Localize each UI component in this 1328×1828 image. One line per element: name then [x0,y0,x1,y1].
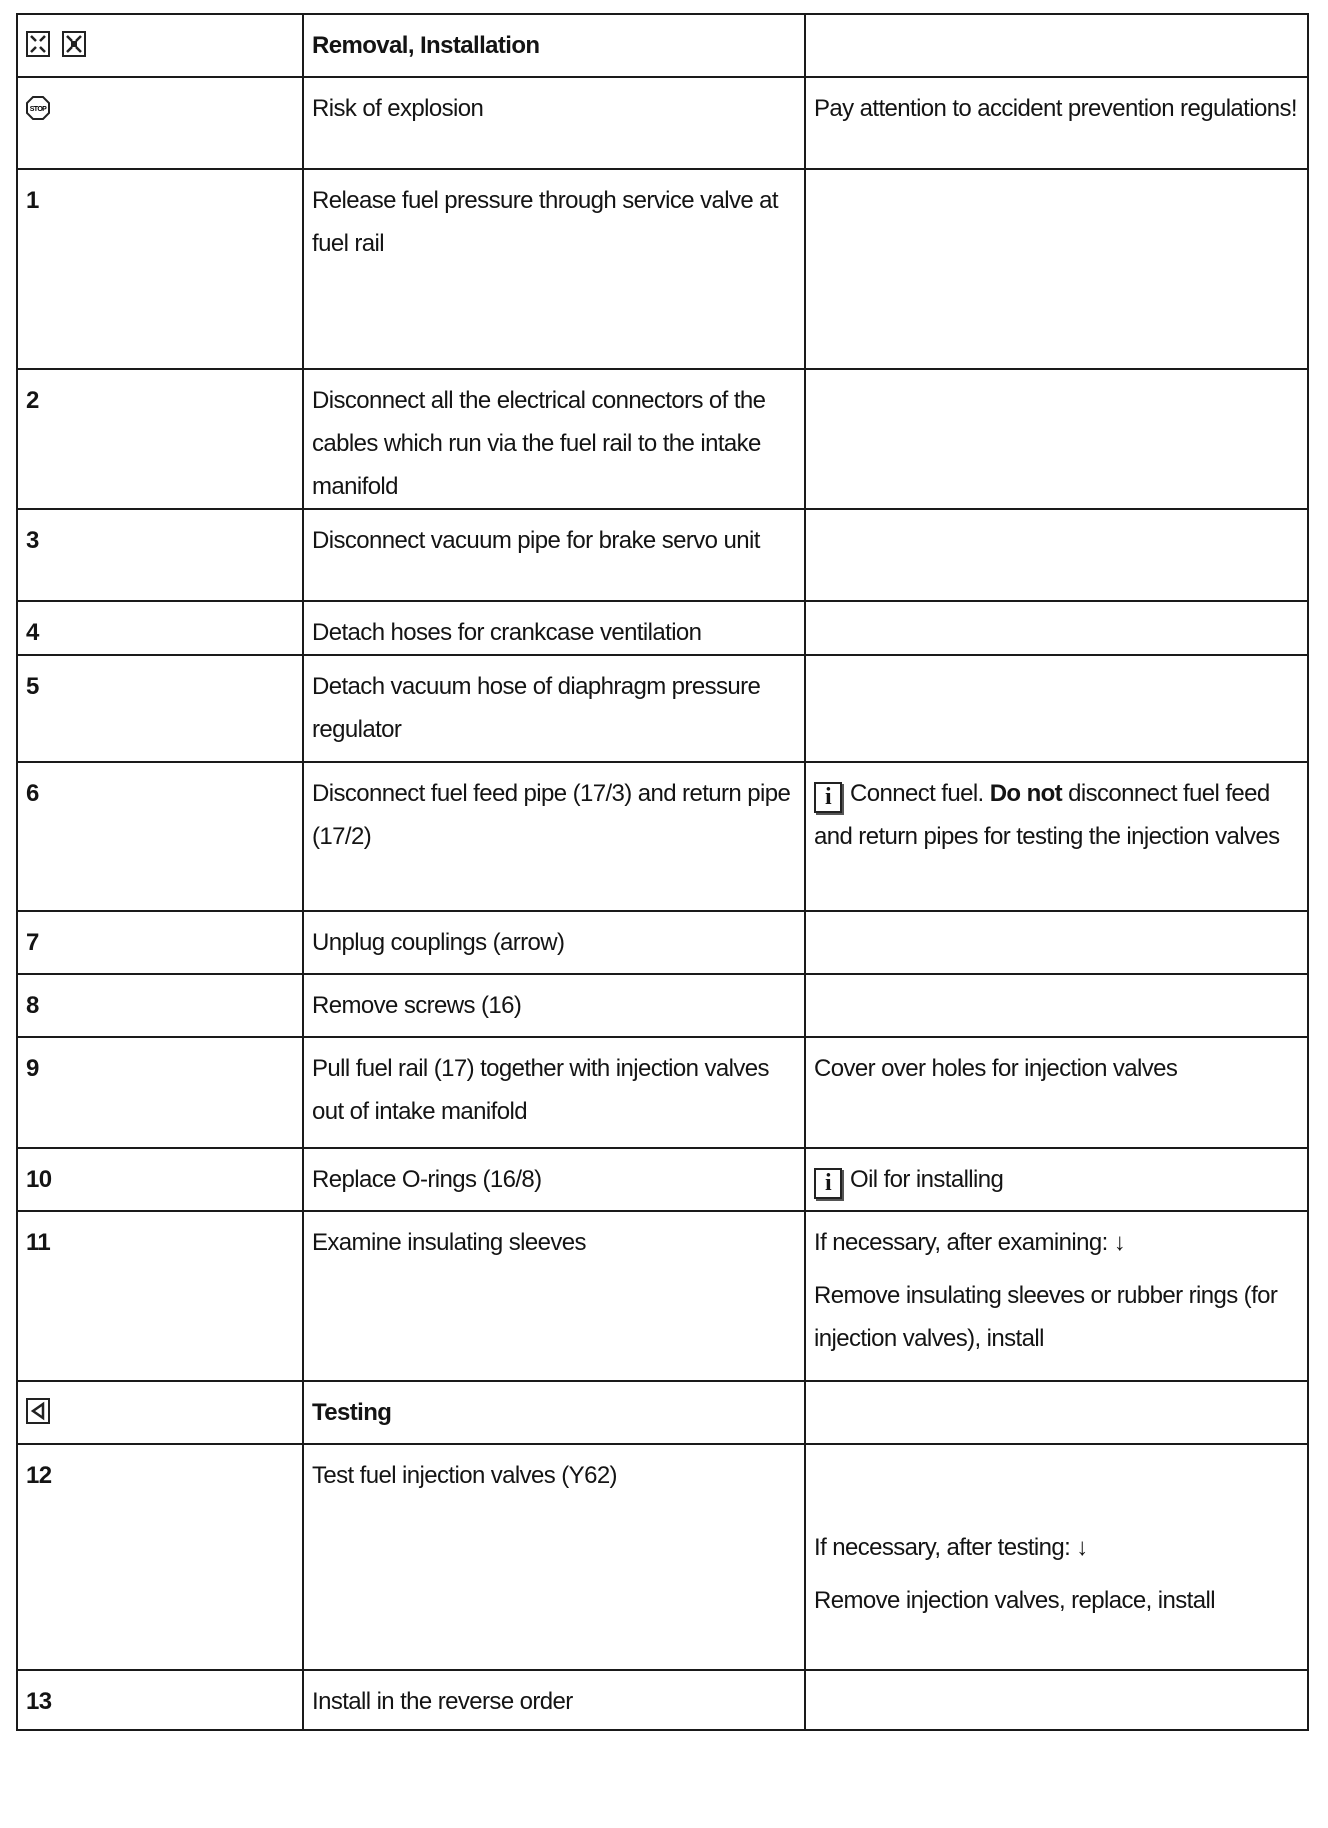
warning-note: Pay attention to accident prevention regulations! [805,77,1308,169]
step-text: Detach vacuum hose of diaphragm pressure regulator [303,655,805,762]
condition-text: If necessary, after examining: ↓ [814,1229,1126,1256]
step-text: Disconnect vacuum pipe for brake servo unit [303,509,805,601]
step-number: 4 [17,601,303,655]
test-symbol-icon [26,1395,50,1438]
table-row [17,1670,1308,1730]
testing-empty-cell [805,1381,1308,1444]
table-row [17,1444,1308,1670]
table-row [17,762,1308,911]
section-title-removal: Removal, Installation [303,14,805,77]
step-number: 5 [17,655,303,762]
step-number: 11 [17,1211,303,1381]
procedure-table [16,13,1309,1731]
warning-icon-cell [17,77,303,169]
table-row [17,1211,1308,1381]
step-number: 9 [17,1037,303,1148]
info-icon: i [814,1168,842,1199]
stop-icon [26,91,50,134]
step-number: 10 [17,1148,303,1211]
step-text: Disconnect all the electrical connectors of the cables which run via the fuel rail to the intake manifold [303,369,805,509]
step-note [805,1211,1308,1381]
step-number: 1 [17,169,303,369]
step-number: 13 [17,1670,303,1730]
step-text: Install in the reverse order [303,1670,805,1730]
condition-text: If necessary, after testing: ↓ [814,1534,1088,1561]
step-note [805,509,1308,601]
testing-icon-cell [17,1381,303,1444]
table-row [17,1037,1308,1148]
table-row [17,169,1308,369]
note-text: Oil for installing [850,1166,1004,1193]
step-note [805,169,1308,369]
warning-row [17,77,1308,169]
step-note [805,369,1308,509]
table-row [17,369,1308,509]
step-note: Cover over holes for injection valves [805,1037,1308,1148]
step-note [805,762,1308,911]
table-row [17,655,1308,762]
info-icon: i [814,782,842,813]
step-number: 7 [17,911,303,974]
table-row [17,601,1308,655]
warning-text: Risk of explosion [303,77,805,169]
table-row [17,1148,1308,1211]
step-note [805,1670,1308,1730]
step-text: Release fuel pressure through service valve at fuel rail [303,169,805,369]
step-note [805,655,1308,762]
step-text: Unplug couplings (arrow) [303,911,805,974]
step-text: Disconnect fuel feed pipe (17/3) and return pipe (17/2) [303,762,805,911]
section-title-testing: Testing [303,1381,805,1444]
table-row [17,509,1308,601]
step-number: 2 [17,369,303,509]
svg-text:STOP: STOP [29,106,47,113]
table-row [17,911,1308,974]
step-note [805,1148,1308,1211]
note-text-continued: disconnect fuel feed and return pipes for testing the injection valves [814,780,1280,850]
step-text: Replace O-rings (16/8) [303,1148,805,1211]
step-text: Remove screws (16) [303,974,805,1037]
remove-symbol-icon [26,28,50,71]
table-row [17,974,1308,1037]
action-text: Remove insulating sleeves or rubber rings (for injection valves), install [814,1282,1278,1352]
note-emphasis: Do not [989,780,1063,807]
step-number: 12 [17,1444,303,1670]
step-note [805,911,1308,974]
step-text: Pull fuel rail (17) together with injection valves out of intake manifold [303,1037,805,1148]
step-note [805,601,1308,655]
header-empty-cell [805,14,1308,77]
step-note [805,1444,1308,1670]
step-number: 8 [17,974,303,1037]
header-row [17,14,1308,77]
step-text: Examine insulating sleeves [303,1211,805,1381]
note-text: Connect fuel. [850,780,990,807]
action-text: Remove injection valves, replace, install [814,1587,1215,1614]
step-number: 6 [17,762,303,911]
header-icons [17,14,303,77]
step-text: Detach hoses for crankcase ventilation [303,601,805,655]
step-note [805,974,1308,1037]
step-text: Test fuel injection valves (Y62) [303,1444,805,1670]
step-number: 3 [17,509,303,601]
testing-header-row [17,1381,1308,1444]
install-symbol-icon [62,28,86,71]
